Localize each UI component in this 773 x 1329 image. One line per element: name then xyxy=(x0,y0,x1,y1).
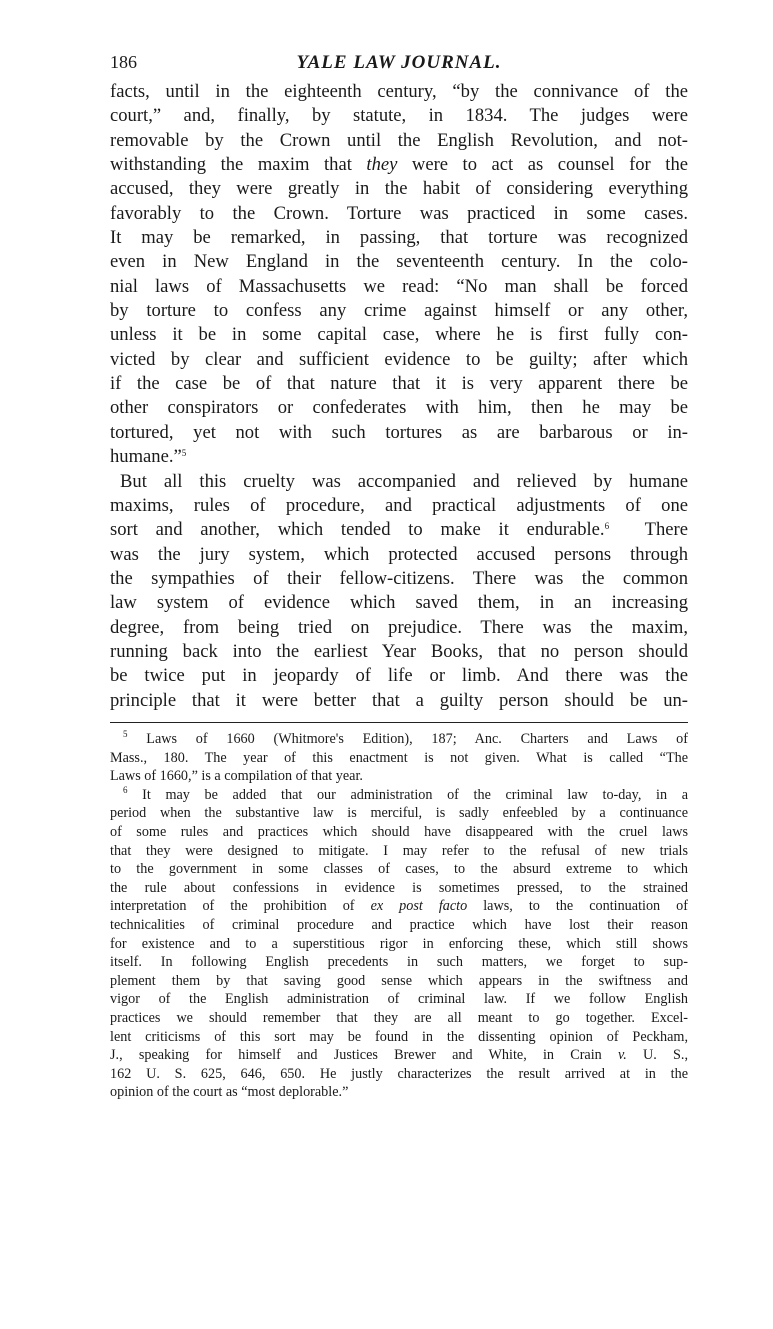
body-line: court,” and, finally, by statute, in 1834. The judges were xyxy=(110,105,688,127)
body-line: victed by clear and sufficient evidence to be guilty; after which xyxy=(110,348,688,370)
footnote-6 xyxy=(110,786,688,1102)
body-line: principle that it were better that a guilty person should be un- xyxy=(110,689,688,711)
footnote-line: J., speaking for himself and Justices Brewer and White, in Crain v. U. S., xyxy=(110,1047,689,1064)
body-line: degree, from being tried on prejudice. There was the maxim, xyxy=(110,616,688,638)
footnote-line: interpretation of the prohibition of ex post facto laws, to the continuation of xyxy=(110,898,688,915)
footnote-divider xyxy=(110,722,688,723)
footnote-line: period when the substantive law is merciful, is sadly enfeebled by a continuance xyxy=(110,805,688,822)
footnote-line: technicalities of criminal procedure and practice which have lost their reason xyxy=(110,916,688,933)
footnote-ref-6[interactable]: 6 xyxy=(604,521,610,532)
body-text xyxy=(110,80,688,713)
body-line: be twice put in jeopardy of life or limb. And there was the xyxy=(110,665,688,687)
body-line: favorably to the Crown. Torture was practiced in some cases. xyxy=(110,202,688,224)
body-line: maxims, rules of procedure, and practical adjustments of one xyxy=(110,494,688,516)
footnote-line: $^5$ Laws of 1660 (Whitmore's Edition), 187; Anc. Charters and Laws of xyxy=(123,729,689,747)
emphasis-versus: v. xyxy=(617,1047,627,1064)
footnote-number: 6 xyxy=(123,784,128,795)
running-title: YALE LAW JOURNAL. xyxy=(296,52,502,73)
footnote-line: lent criticisms of this sort may be found in the dissenting opinion of Peckham, xyxy=(110,1028,688,1045)
body-line: tortured, yet not with such tortures as are barbarous or in- xyxy=(110,421,688,443)
body-line: was the jury system, which protected accused persons through xyxy=(110,543,688,565)
body-line: accused, they were greatly in the habit of considering everything xyxy=(110,178,688,200)
body-line: unless it be in some capital case, where he is first fully con- xyxy=(110,324,688,346)
footnote-line: practices we should remember that they are all meant to go together. Excel- xyxy=(110,1009,688,1026)
footnote-line: Mass., 180. The year of this enactment is not given. What is called “The xyxy=(110,749,688,766)
footnote-ref-5[interactable]: 5 xyxy=(181,448,187,459)
body-line: law system of evidence which saved them, in an increasing xyxy=(110,592,688,614)
paragraph-start: But all this cruelty was accompanied and relieved by humane xyxy=(120,470,688,492)
emphasis-they: they xyxy=(366,154,398,176)
body-line: other conspirators or confederates with him, then he may be xyxy=(110,397,688,419)
footnote-line: 162 U. S. 625, 646, 650. He justly characterizes the result arrived at in the xyxy=(110,1065,688,1082)
footnotes xyxy=(110,730,688,1102)
body-line: even in New England in the seventeenth century. In the colo- xyxy=(110,251,688,273)
footnote-line: for existence and to a superstitious rigor in enforcing these, which still shows xyxy=(110,935,688,952)
body-line: if the case be of that nature that it is very apparent there be xyxy=(110,373,688,395)
footnote-line: plement them by that saving good sense which appears in the swiftness and xyxy=(110,972,688,989)
body-line: by torture to confess any crime against himself or any other, xyxy=(110,300,688,322)
footnote-line: of some rules and practices which should have disappeared with the cruel laws xyxy=(110,823,688,840)
body-line: the sympathies of their fellow-citizens. There was the common xyxy=(110,567,688,589)
footnote-line: Laws of 1660,” is a compilation of that year. xyxy=(110,768,363,785)
footnote-line: vigor of the English administration of criminal law. If we follow English xyxy=(110,991,688,1008)
body-line: nial laws of Massachusetts we read: “No man shall be forced xyxy=(110,275,688,297)
page-number: 186 xyxy=(110,52,137,72)
body-line: withstanding the maxim that they were to act as counsel for the xyxy=(110,154,688,176)
footnote-line: $^6$ It may be added that our administration of the criminal law to-day, in a xyxy=(123,784,688,803)
footnote-line: the rule about confessions in evidence is sometimes pressed, to the strained xyxy=(110,879,688,896)
footnote-line: to the government in some classes of cases, to the absurd extreme to which xyxy=(110,861,688,878)
footnote-line: that they were designed to mitigate. I may refer to the refusal of new trials xyxy=(110,842,688,859)
footnote-line: itself. In following English precedents in such matters, we forget to sup- xyxy=(110,954,688,971)
body-line: running back into the earliest Year Books, that no person should xyxy=(110,640,688,662)
page-header xyxy=(110,52,688,78)
body-line: sort and another, which tended to make it endurable.$^6$ There xyxy=(110,519,688,541)
footnote-number: 5 xyxy=(123,729,128,739)
body-line: facts, until in the eighteenth century, “by the connivance of the xyxy=(110,81,688,102)
body-line: humane.”$^5$ xyxy=(110,446,187,468)
footnote-5 xyxy=(110,730,688,786)
footnote-line: opinion of the court as “most deplorable.” xyxy=(110,1084,349,1101)
emphasis-ex-post-facto: ex post facto xyxy=(370,898,468,915)
body-line: removable by the Crown until the English Revolution, and not- xyxy=(110,129,688,151)
body-line: It may be remarked, in passing, that torture was recognized xyxy=(110,227,688,249)
